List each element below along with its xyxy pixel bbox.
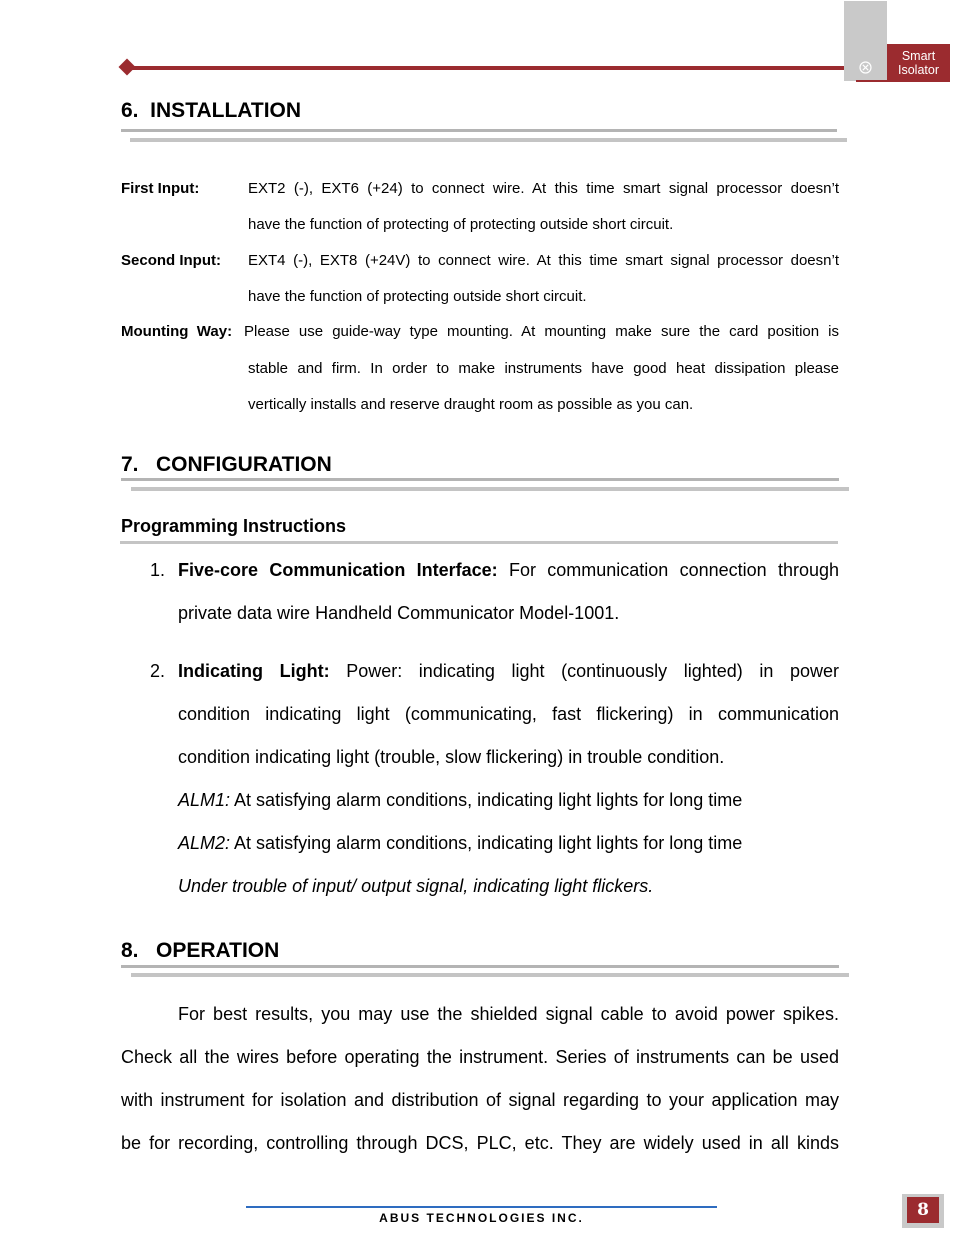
section-rule-shadow <box>130 138 847 142</box>
section-rule-shadow <box>131 487 849 491</box>
page-number: 8 <box>907 1197 939 1223</box>
operation-line4: be for recording, controlling through DCS, PLC, etc. They are widely used in all kinds <box>121 1133 839 1153</box>
section-title-operation: 8. OPERATION <box>121 939 280 962</box>
header-tab-line2: Isolator <box>898 63 939 77</box>
list-item-2-text: Power: indicating light (continuously lighted) in power <box>346 661 839 681</box>
list-item-1-line2: private data wire Handheld Communicator Model-1001. <box>178 603 620 623</box>
operation-line1: For best results, you may use the shielded signal cable to avoid power spikes. <box>178 1004 839 1024</box>
second-input-line1: EXT4 (-), EXT8 (+24V) to connect wire. At this time smart signal processor doesn’t <box>248 252 839 269</box>
section-rule <box>121 129 837 132</box>
list-item-number: 1. <box>150 560 166 580</box>
header-tab <box>887 44 950 81</box>
alm2-text: At satisfying alarm conditions, indicating light lights for long time <box>234 833 743 853</box>
first-input-line2: have the function of protecting of protecting outside short circuit. <box>248 216 674 233</box>
list-item-2-line1 <box>178 661 839 682</box>
trouble-note: Under trouble of input/ output signal, indicating light flickers. <box>178 876 654 896</box>
section-rule <box>121 478 839 481</box>
second-input-line2: have the function of protecting outside short circuit. <box>248 288 587 305</box>
section-rule-shadow <box>131 973 849 977</box>
list-item-1-heading: Five-core Communication Interface: <box>178 560 498 580</box>
alm1-line <box>178 790 742 811</box>
first-input-label: First Input: <box>121 180 200 197</box>
footer-company: ABUS TECHNOLOGIES INC. <box>379 1211 584 1225</box>
mounting-way-line1: Please use guide-way type mounting. At mounting make sure the card position is <box>244 323 839 340</box>
list-item-2-line3: condition indicating light (trouble, slow flickering) in trouble condition. <box>178 747 725 767</box>
alm2-label: ALM2: <box>178 833 231 853</box>
subsection-rule <box>120 541 838 544</box>
header-diamond <box>119 59 136 76</box>
mounting-way-label: Mounting Way: <box>121 323 233 340</box>
mounting-way-line2: stable and firm. In order to make instruments have good heat dissipation please <box>248 360 839 377</box>
operation-line3: with instrument for isolation and distribution of signal regarding to your application may <box>121 1090 839 1110</box>
mounting-way-line3: vertically installs and reserve draught room as possible as you can. <box>248 396 694 413</box>
close-circle-icon <box>859 61 872 74</box>
header-rule <box>128 66 846 70</box>
list-item-number: 2. <box>150 661 166 681</box>
operation-line2: Check all the wires before operating the instrument. Series of instruments can be used <box>121 1047 839 1067</box>
list-item-1-line1 <box>178 560 839 581</box>
section-rule <box>121 965 839 968</box>
alm1-text: At satisfying alarm conditions, indicating light lights for long time <box>234 790 743 810</box>
first-input-line1: EXT2 (-), EXT6 (+24) to connect wire. At this time smart signal processor doesn’t <box>248 180 839 197</box>
footer-rule <box>246 1206 717 1208</box>
list-item-2-heading: Indicating Light: <box>178 661 330 681</box>
section-title-configuration: 7. CONFIGURATION <box>121 453 332 476</box>
list-item-2-line2: condition indicating light (communicating, fast flickering) in communication <box>178 704 839 724</box>
alm1-label: ALM1: <box>178 790 231 810</box>
list-item-1-text: For communication connection through <box>508 560 839 580</box>
programming-instructions-title: Programming Instructions <box>121 516 347 536</box>
header-tab-underline <box>856 80 950 82</box>
second-input-label: Second Input: <box>121 252 221 269</box>
header-tab-line1: Smart <box>901 49 936 63</box>
alm2-line <box>178 833 742 854</box>
section-title-installation: 6. INSTALLATION <box>121 99 302 122</box>
